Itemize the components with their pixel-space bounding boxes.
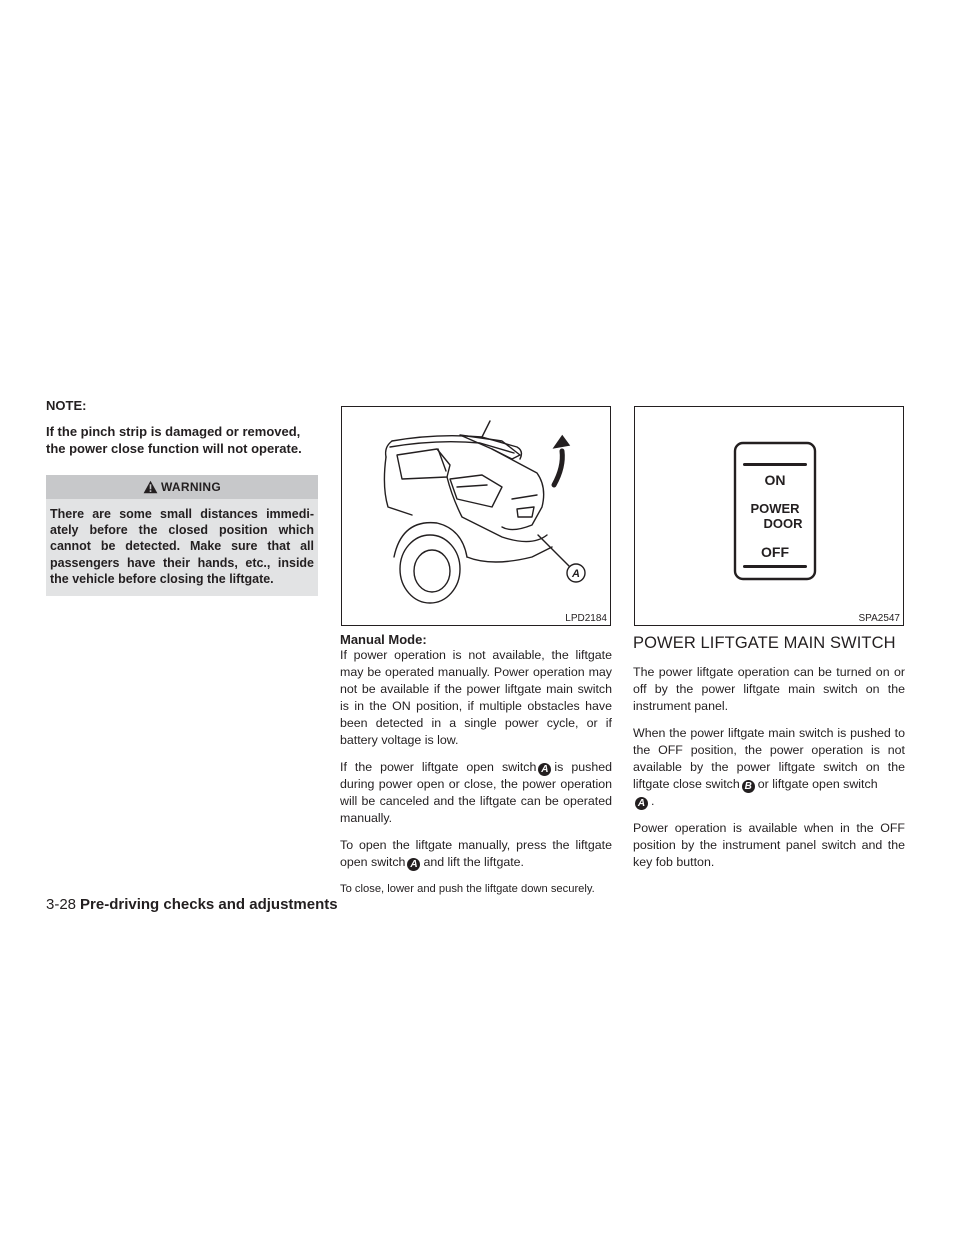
warning-title: WARNING bbox=[160, 480, 222, 494]
manual-p4: To close, lower and push the liftgate down securely. bbox=[340, 883, 595, 895]
warning-header bbox=[46, 475, 318, 499]
manual-p3 bbox=[340, 837, 612, 871]
manual-p2-end: is pushed during power open or close, the power operation will be canceled and the liftgate can be operated manually. bbox=[340, 760, 612, 825]
main-switch-figure bbox=[634, 406, 904, 626]
switch-on-label: ON bbox=[764, 472, 786, 488]
mainswitch-p2-end: . bbox=[651, 794, 655, 808]
figure-code: SPA2547 bbox=[858, 613, 900, 624]
mainswitch-p2-start: When the power liftgate main switch is pushed to the OFF position, the power operation is not available by the power liftgate switch on the liftgate close switch bbox=[633, 726, 905, 791]
note-text: If the pinch strip is damaged or removed, the power close function will not operate. bbox=[46, 424, 302, 456]
manual-p2-start: If the power liftgate open switch bbox=[340, 760, 537, 774]
section-title: Pre-driving checks and adjustments bbox=[80, 896, 338, 913]
callout-a: A bbox=[572, 568, 580, 580]
switch-power-label: POWER bbox=[750, 501, 800, 516]
page-footer bbox=[46, 896, 338, 913]
mainswitch-p1: The power liftgate operation can be turned on or off by the power liftgate main switch on the instrument panel. bbox=[633, 665, 905, 713]
manual-mode-title: Manual Mode: bbox=[340, 632, 427, 647]
figure-code: LPD2184 bbox=[565, 613, 607, 624]
main-switch-illustration bbox=[635, 407, 903, 612]
manual-p1: If power operation is not available, the liftgate may be operated manually. Power operation may not be available if the power liftgate main switch is in the ON position, if multiple obstacles have been detected in a single power cycle, or if battery voltage is low. bbox=[340, 648, 612, 747]
page-number: 3-28 bbox=[46, 896, 77, 913]
mainswitch-p2-mid: or liftgate open switch bbox=[757, 777, 878, 791]
warning-text: There are some small distances immedi-ately before the closed position which cannot be detected. Make sure that all passengers have their hands, etc., inside the vehicle before closing the liftgate. bbox=[50, 507, 314, 586]
ref-b-icon: B bbox=[742, 780, 755, 793]
warning-box bbox=[46, 475, 318, 596]
vehicle-rear-illustration bbox=[342, 407, 610, 612]
column-left bbox=[46, 398, 318, 596]
ref-a-icon: A bbox=[538, 763, 551, 776]
ref-a-icon: A bbox=[635, 797, 648, 810]
switch-door-label: DOOR bbox=[763, 516, 803, 531]
manual-p3-start: To open the liftgate manually, press the liftgate open switch bbox=[340, 838, 612, 869]
warning-triangle-icon bbox=[143, 480, 158, 494]
main-switch-heading: POWER LIFTGATE MAIN SWITCH bbox=[633, 634, 896, 652]
ref-a-icon: A bbox=[407, 858, 420, 871]
manual-p2 bbox=[340, 759, 612, 827]
mainswitch-p2 bbox=[633, 725, 905, 810]
mainswitch-p3: Power operation is available when in the OFF position by the instrument panel switch and the key fob button. bbox=[633, 821, 905, 869]
manual-p3-end: and lift the liftgate. bbox=[423, 855, 525, 869]
note-title: NOTE: bbox=[46, 398, 87, 413]
main-switch-section bbox=[633, 634, 905, 881]
switch-off-label: OFF bbox=[761, 544, 789, 560]
liftgate-manual-figure bbox=[341, 406, 611, 626]
manual-mode-section bbox=[340, 632, 612, 908]
